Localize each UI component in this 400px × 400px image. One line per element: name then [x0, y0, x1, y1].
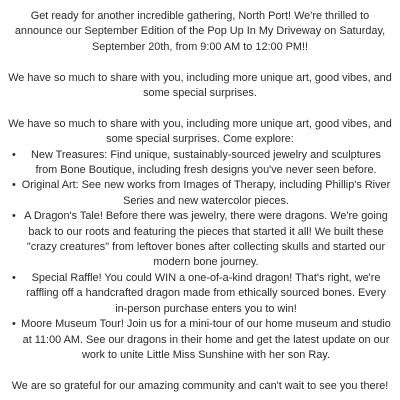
highlights-list [6, 148, 394, 364]
list-item-new-treasures [6, 148, 394, 179]
closing-paragraph: We are so grateful for our amazing community and can't wait to see you there! [11, 379, 389, 392]
bullet-icon: • [12, 271, 16, 284]
share-paragraph-2: We have so much to share with you, including more unique art, good vibes, and some special surprises. Come explore: [8, 117, 392, 146]
list-item-text: Moore Museum Tour! Join us for a mini-tour of our home museum and studio at 11:00 AM. See our dragons in their home and get the latest update on our work to unite Little Miss Sunshine with her son Ray. [21, 318, 391, 361]
bullet-icon: • [12, 179, 16, 192]
list-item-museum-tour [6, 317, 394, 363]
list-item-original-art [6, 178, 394, 209]
bullet-icon: • [12, 318, 16, 331]
bullet-icon: • [12, 148, 16, 161]
share-paragraph-1: We have so much to share with you, including more unique art, good vibes, and some special surprises. [8, 71, 392, 100]
list-item-text: A Dragon's Tale! Before there was jewelry, there were dragons. We're going back to our roots and featuring the pieces that started it all! We built these "crazy creatures" from leftover bones after collecting skulls and started our modern bone journey. [24, 210, 388, 269]
list-item-special-raffle [6, 271, 394, 317]
list-item-text: Original Art: See new works from Images of Therapy, including Phillip's River Series and new watercolor pieces. [21, 179, 391, 207]
intro-paragraph: Get ready for another incredible gathering, North Port! We're thrilled to announce our September Edition of the Pop Up In My Driveway on Saturday, September 20th, from 9:00 AM to 12:00 PM!! [14, 10, 386, 53]
list-item-text: New Treasures: Find unique, sustainably-sourced jewelry and sculptures from Bone Boutique, including fresh designs you've never seen before. [31, 148, 381, 177]
list-item-dragons-tale [6, 209, 394, 271]
list-item-text: Special Raffle! You could WIN a one-of-a-kind dragon! That's right, we're raffling off a handcrafted dragon made from ethically sourced bones. Every in-person purchase enters you to win! [26, 271, 386, 315]
bullet-icon: • [12, 210, 16, 223]
